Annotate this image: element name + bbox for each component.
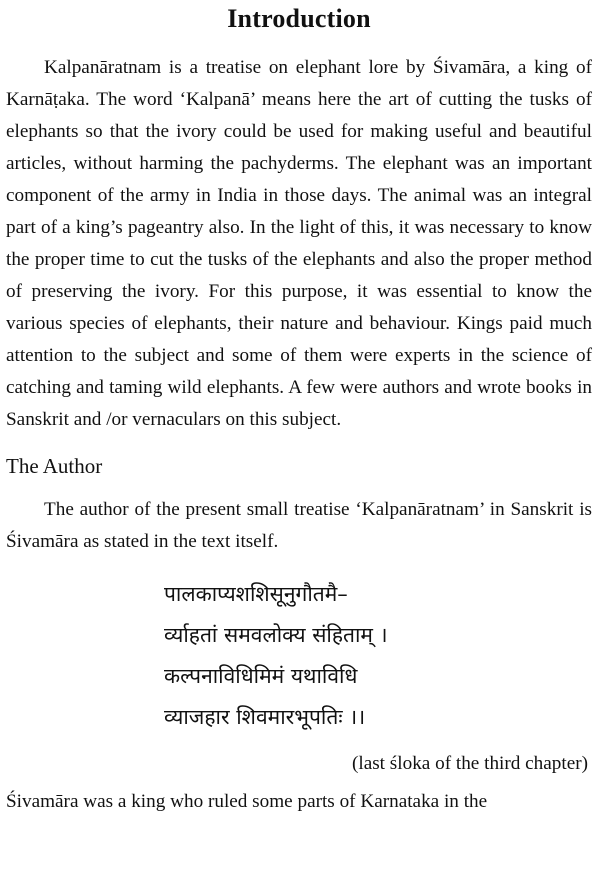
- verse-line: व्याजहार शिवमारभूपतिः ।।: [164, 705, 366, 729]
- verse-line: पालकाप्यशशिसूनुगौतमै–: [164, 582, 348, 606]
- book-page: [0, 4, 600, 882]
- verse-line: र्व्याहतां समवलोक्य संहिताम् ।: [164, 623, 388, 647]
- intro-paragraph: Kalpanāratnam is a treatise on elephant lore by Śivamāra, a king of Karnāṭaka. The word ‘Kalpanā’ means here the art of cutting the tusks of elephants so that the ivory could be used for making useful and beautiful articles, without harming the pachyderms. The elephant was an important component of the army in India in those days. The animal was an integral part of a king’s pageantry also. In the light of this, it was necessary to know the proper time to cut the tusks of the elephants and also the proper method of preserving the ivory. For this purpose, it was essential to know the various species of elephants, their nature and behaviour. Kings paid much attention to the subject and some of them were experts in the science of catching and taming wild elephants. A few were authors and wrote books in Sanskrit and /or vernaculars on this subject.: [6, 57, 592, 430]
- section-heading-author: The Author: [6, 454, 103, 478]
- verse-citation: (last śloka of the third chapter): [351, 753, 588, 774]
- verse-line: कल्पनाविधिमिमं यथाविधि: [164, 664, 358, 688]
- author-paragraph: The author of the present small treatise ‘Kalpanāratnam’ in Sanskrit is Śivamāra as stated in the text itself.: [6, 499, 592, 552]
- page-title: Introduction: [227, 4, 371, 33]
- sanskrit-verse: [164, 574, 592, 738]
- closing-line: Śivamāra was a king who ruled some parts of Karnataka in the: [6, 791, 488, 812]
